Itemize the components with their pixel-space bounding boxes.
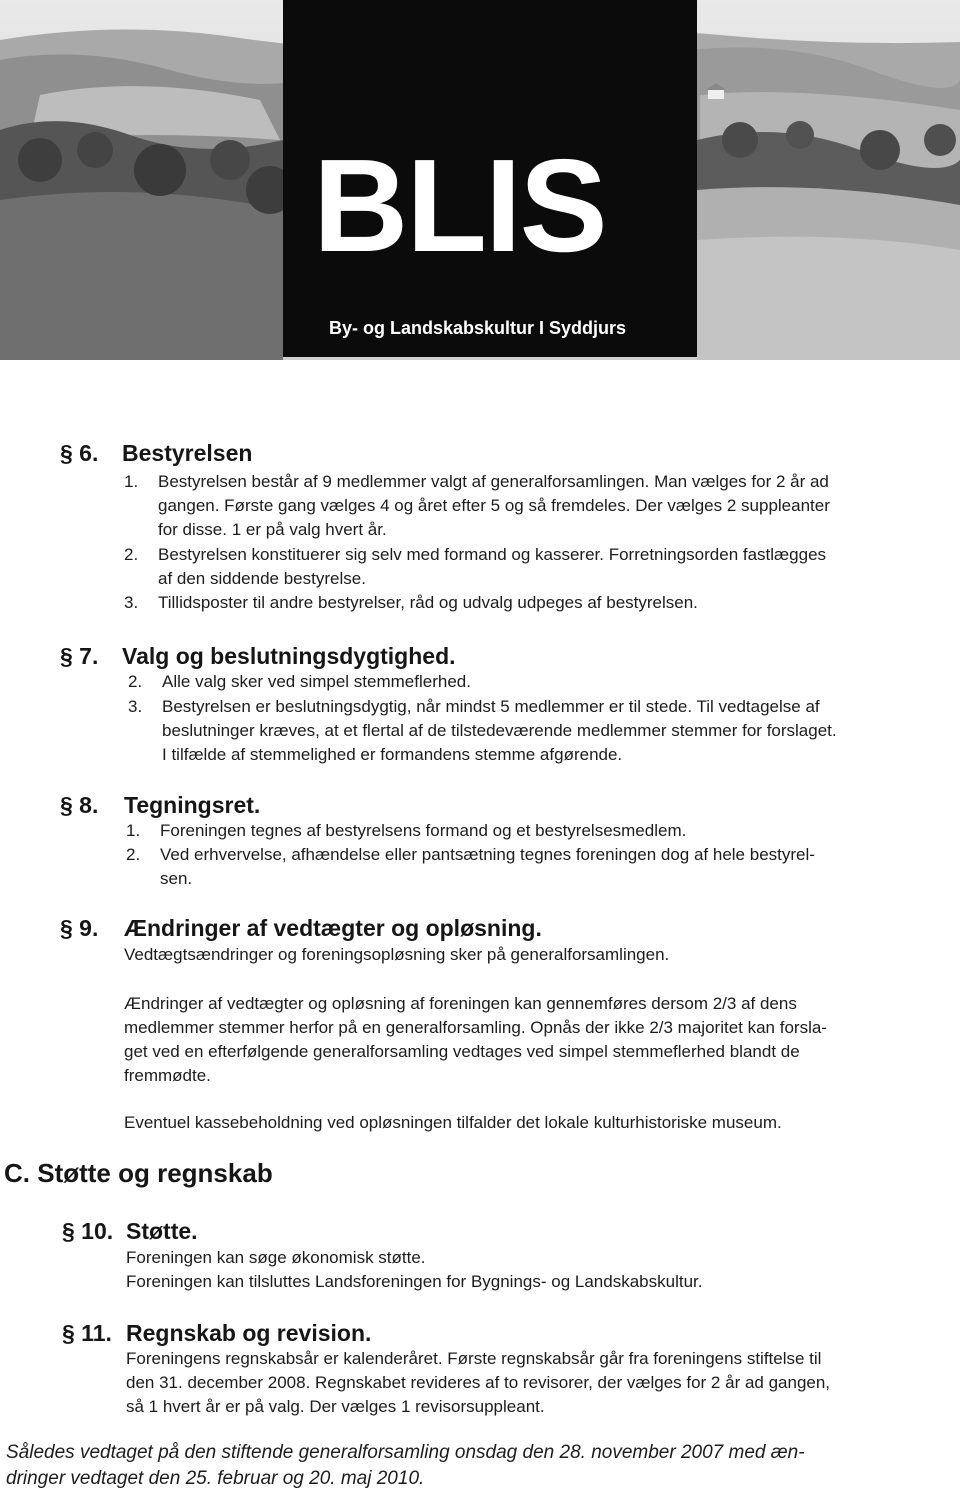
text-line: den 31. december 2008. Regnskabet revideres af to revisorer, der vælges for 2 år ad gangen,: [126, 1373, 831, 1392]
text-line: fremmødte.: [124, 1066, 211, 1085]
section-number-7: § 7.: [60, 643, 99, 669]
text-line: Bestyrelsen er beslutningsdygtig, når mindst 5 medlemmer er til stede. Til vedtagelse af: [162, 697, 820, 716]
item-number: 1.: [126, 821, 141, 840]
text-line: beslutninger kræves, at et flertal af de tilstedeværende medlemmer stemmer for forslaget.: [162, 721, 837, 740]
item-number: 3.: [128, 697, 143, 716]
text-line: medlemmer stemmer herfor på en generalforsamling. Opnås der ikke 2/3 majoritet kan forsla-: [124, 1018, 827, 1037]
logo-subtitle: By- og Landskabskultur I Syddjurs: [329, 318, 627, 338]
section-number-6: § 6.: [60, 440, 99, 466]
section-title-9: Ændringer af vedtægter og opløsning.: [124, 915, 542, 941]
text-line: gangen. Første gang vælges 4 og året efter 5 og så fremdeles. Der vælges 2 suppleanter: [158, 496, 830, 515]
text-line: Ved erhvervelse, afhændelse eller pantsætning tegnes foreningen dog af hele bestyrel-: [160, 845, 815, 864]
item-number: 2.: [126, 845, 141, 864]
section-number-9: § 9.: [60, 915, 99, 941]
text-line: I tilfælde af stemmelighed er formandens stemme afgørende.: [162, 745, 623, 764]
text-line: så 1 hvert år er på valg. Der vælges 1 revisorsuppleant.: [126, 1397, 545, 1416]
logo-box: [283, 0, 697, 357]
text-line: Tillidsposter til andre bestyrelser, råd og udvalg udpeges af bestyrelsen.: [158, 593, 698, 612]
text-line: Bestyrelsen består af 9 medlemmer valgt af generalforsamlingen. Man vælges for 2 år ad: [158, 472, 829, 491]
section-heading-c: C. Støtte og regnskab: [4, 1158, 273, 1188]
section-title-8: Tegningsret.: [124, 792, 261, 818]
text-line: af den siddende bestyrelse.: [158, 569, 366, 588]
footer-line: dringer vedtaget den 25. februar og 20. maj 2010.: [6, 1468, 425, 1489]
text-line: Ændringer af vedtægter og opløsning af foreningen kan gennemføres dersom 2/3 af dens: [124, 994, 797, 1013]
text-line: Foreningen kan søge økonomisk støtte.: [126, 1248, 426, 1267]
text-line: sen.: [160, 869, 193, 888]
item-number: 1.: [124, 472, 139, 491]
text-line: Foreningen kan tilsluttes Landsforeningen for Bygnings- og Landskabskultur.: [126, 1272, 703, 1291]
text-line: Eventuel kassebeholdning ved opløsningen tilfalder det lokale kulturhistoriske museum.: [124, 1113, 782, 1132]
section-number-8: § 8.: [60, 792, 99, 818]
item-number: 3.: [124, 593, 139, 612]
text-line: Foreningen tegnes af bestyrelsens formand og et bestyrelsesmedlem.: [160, 821, 687, 840]
text-line: get ved en efterfølgende generalforsamling vedtages ved simpel stemmeflerhed blandt de: [124, 1042, 800, 1061]
footer-line: Således vedtaget på den stiftende generalforsamling onsdag den 28. november 2007 med æn-: [6, 1442, 805, 1463]
section-title-6: Bestyrelsen: [122, 440, 253, 466]
logo-title: BLIS: [313, 132, 606, 279]
text-line: Foreningens regnskabsår er kalenderåret. Første regnskabsår går fra foreningens stiftelse til: [126, 1349, 822, 1368]
item-number: 2.: [128, 672, 143, 691]
section-number-10: § 10.: [62, 1218, 114, 1244]
section-title-7: Valg og beslutningsdygtighed.: [122, 643, 456, 669]
text-line: for disse. 1 er på valg hvert år.: [158, 520, 387, 539]
text-line: Bestyrelsen konstituerer sig selv med formand og kasserer. Forretningsorden fastlægges: [158, 545, 827, 564]
section-number-11: § 11.: [62, 1320, 112, 1346]
header-banner: [0, 0, 960, 360]
section-title-11: Regnskab og revision.: [126, 1320, 372, 1346]
section-title-10: Støtte.: [126, 1218, 198, 1244]
text-line: Vedtægtsændringer og foreningsopløsning sker på generalforsamlingen.: [124, 945, 670, 964]
item-number: 2.: [124, 545, 139, 564]
text-line: Alle valg sker ved simpel stemmeflerhed.: [162, 672, 471, 691]
